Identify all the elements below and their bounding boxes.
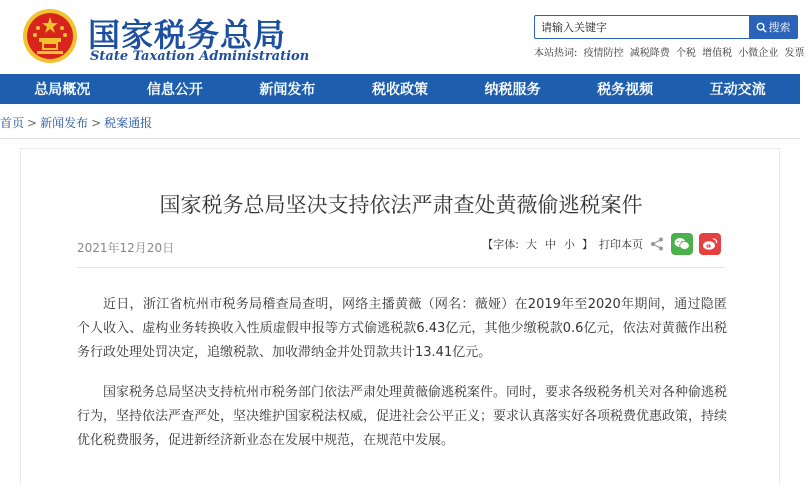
search-icon: [756, 22, 767, 33]
search-button-label: 搜索: [768, 22, 791, 34]
print-link[interactable]: 打印本页: [599, 238, 643, 251]
article-title: 国家税务总局坚决支持依法严肃查处黄薇偷逃税案件: [159, 193, 643, 217]
nav-item-taxpayer-service[interactable]: 纳税服务: [484, 82, 541, 98]
hot-word[interactable]: 小微企业: [738, 48, 779, 59]
nav-item-news[interactable]: 新闻发布: [259, 82, 316, 98]
search-button[interactable]: [749, 16, 797, 38]
breadcrumb-divider: [0, 138, 800, 139]
site-subtitle: State Taxation Administration: [90, 49, 310, 64]
font-size-label: 【字体:: [482, 238, 519, 251]
weibo-share-icon[interactable]: [699, 233, 721, 255]
national-emblem-icon[interactable]: [22, 8, 78, 64]
nav-item-info-disclosure[interactable]: 信息公开: [146, 82, 203, 98]
hot-word[interactable]: 增值税: [702, 48, 733, 59]
breadcrumb-separator: >: [27, 116, 38, 130]
font-size-large[interactable]: 大: [526, 238, 537, 251]
font-size-medium[interactable]: 中: [545, 238, 556, 251]
hot-word[interactable]: 减税降费: [629, 48, 670, 59]
breadcrumb-separator: >: [91, 116, 102, 130]
hot-words-label: 本站热词:: [534, 48, 578, 59]
search-box: [534, 15, 798, 39]
site-header: [0, 0, 805, 74]
hot-words: [534, 44, 808, 59]
nav-item-tax-video[interactable]: 税务视频: [597, 82, 654, 98]
article-card: [20, 148, 780, 484]
nav-item-tax-policy[interactable]: 税收政策: [371, 82, 428, 98]
article-tools: [482, 233, 721, 255]
main-nav: [0, 74, 800, 104]
hot-word[interactable]: 发票: [784, 48, 805, 59]
font-size-close: 】: [582, 238, 593, 251]
article-date: 2021年12月20日: [77, 241, 175, 255]
site-title[interactable]: 国家税务总局: [88, 16, 287, 54]
breadcrumb-home[interactable]: 首页: [0, 116, 25, 130]
article-paragraph: 近日，浙江省杭州市税务局稽查局查明，网络主播黄薇（网名：薇娅）在2019年至2020年期间，通过隐匿个人收入、虚构业务转换收入性质虚假申报等方式偷逃税款6.43亿元，其他少缴税款0.6亿元，依法对黄薇作出税务行政处理处罚决定，追缴税款、加收滞纳金并处罚款共计13.41亿元。: [77, 297, 727, 360]
nav-item-overview[interactable]: 总局概况: [34, 82, 91, 98]
hot-word[interactable]: 个税: [675, 48, 696, 59]
font-size-small[interactable]: 小: [564, 238, 575, 251]
share-icon[interactable]: [649, 236, 665, 252]
title-divider: [77, 267, 725, 268]
wechat-icon: [674, 237, 690, 251]
wechat-share-icon[interactable]: [671, 233, 693, 255]
article-paragraph: 国家税务总局坚决支持杭州市税务部门依法严肃处理黄薇偷逃税案件。同时，要求各级税务机关对各种偷逃税行为，坚持依法严查严处，坚决维护国家税法权威，促进社会公平正义；要求认真落实好各项税费优惠政策，持续优化税费服务，促进新经济新业态在发展中规范，在规范中发展。: [77, 385, 728, 448]
breadcrumb-news[interactable]: 新闻发布: [40, 116, 89, 130]
breadcrumb-tax-cases[interactable]: 税案通报: [104, 116, 153, 130]
nav-item-interaction[interactable]: 互动交流: [709, 82, 766, 98]
search-input[interactable]: [535, 16, 751, 38]
breadcrumb: [0, 114, 800, 132]
hot-word[interactable]: 疫情防控: [583, 48, 624, 59]
weibo-icon: [702, 237, 718, 251]
